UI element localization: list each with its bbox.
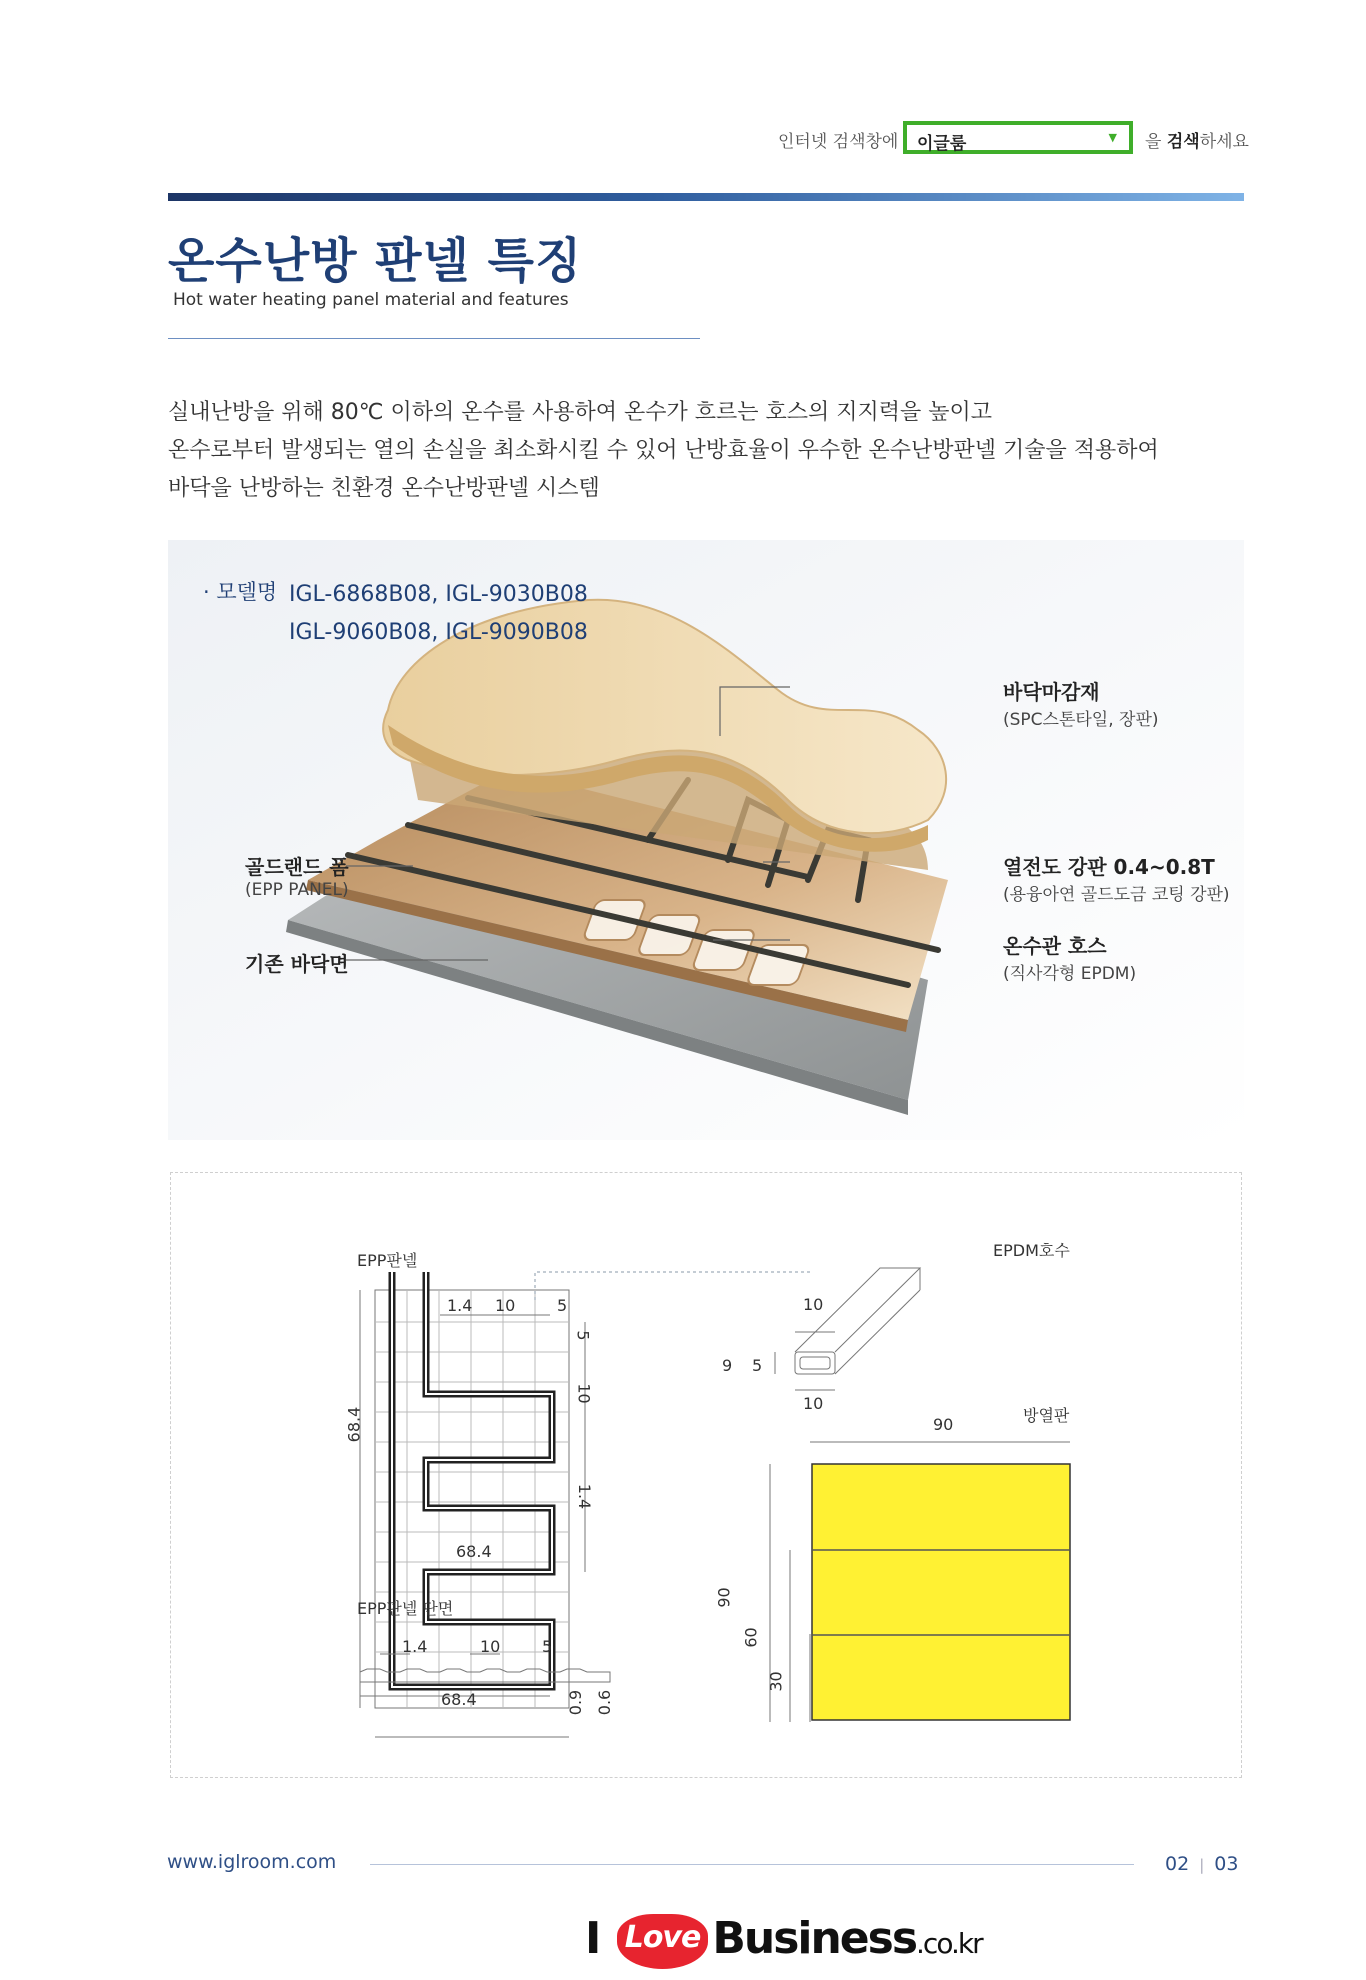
intro-line: 온수로부터 발생되는 열의 손실을 최소화시킬 수 있어 난방효율이 우수한 온수난방판넬 기술을 적용하여 [168, 438, 1159, 463]
heat-plate-label: 방열판 [1023, 1406, 1070, 1425]
dim-label: 68.4 [456, 1542, 492, 1561]
callout-floor-finish [1003, 676, 1159, 730]
dim-label: 10 [803, 1295, 824, 1314]
callout-title: 기존 바닥면 [245, 952, 349, 976]
callout-title: 골드랜드 폼 [245, 855, 349, 879]
heart-icon: Love [617, 1914, 709, 1969]
search-suffix-bold: 검색 [1166, 132, 1200, 152]
dim-label: 5 [752, 1356, 763, 1375]
search-input[interactable] [903, 121, 1133, 154]
brand-i: I [585, 1913, 600, 1964]
callout-hose [1003, 930, 1136, 984]
callout-sub: (직사각형 EPDM) [1003, 964, 1137, 984]
brand-business: Business [712, 1913, 917, 1964]
brand-logo [585, 1913, 982, 1969]
callout-steel-plate [1003, 851, 1230, 905]
dim-label: 68.4 [441, 1690, 477, 1709]
dim-label: 30 [766, 1671, 786, 1692]
intro-line: 바닥을 난방하는 친환경 온수난방판넬 시스템 [168, 476, 600, 501]
dim-label: 68.4 [344, 1406, 364, 1443]
dim-label: 5 [573, 1330, 593, 1341]
search-value: 이글룸 [917, 134, 967, 154]
footer-url[interactable]: www.iglroom.com [167, 1851, 337, 1873]
dim-label: 0.9 [566, 1689, 586, 1716]
dimension-drawings [170, 1172, 1242, 1778]
intro-line: 실내난방을 위해 80℃ 이하의 온수를 사용하여 온수가 흐르는 호스의 지지력을 높이고 [168, 400, 992, 425]
dim-label: 90 [933, 1415, 954, 1434]
page-number-right: 03 [1214, 1853, 1239, 1875]
title-underline [168, 338, 700, 339]
epp-panel-label: EPP판넬 [357, 1251, 418, 1270]
page-numbers: 02 | 03 [1165, 1853, 1239, 1875]
dim-label: 10 [803, 1394, 824, 1413]
page-subtitle: Hot water heating panel material and features [173, 290, 569, 310]
model-label: · 모델명 [203, 580, 278, 604]
heat-plate-drawing [812, 1464, 1070, 1720]
callout-gold-foam [245, 851, 349, 900]
callout-title: 열전도 강판 0.4~0.8T [1003, 855, 1215, 879]
footer-divider [370, 1864, 1134, 1865]
intro-paragraph [168, 394, 1159, 508]
epdm-hose-label: EPDM호수 [993, 1241, 1070, 1260]
page-title: 온수난방 판넬 특징 [168, 233, 583, 289]
dim-label: 10 [495, 1296, 516, 1315]
dim-label: 1.4 [447, 1296, 473, 1315]
dim-label: 1.4 [402, 1637, 428, 1656]
dim-label: 9 [722, 1356, 733, 1375]
callout-sub: (EPP PANEL) [245, 880, 349, 900]
callout-base-floor [245, 948, 349, 977]
dim-label: 0.6 [595, 1689, 615, 1716]
callout-title: 바닥마감재 [1003, 680, 1100, 704]
epp-section-label: EPP판넬 단면 [357, 1599, 454, 1618]
brand-tld: .co.kr [916, 1927, 982, 1960]
header-divider [168, 193, 1244, 201]
dim-label: 90 [714, 1587, 734, 1608]
dim-label: 5 [557, 1296, 568, 1315]
model-values [289, 576, 588, 652]
model-line: IGL-6868B08, IGL-9030B08 [289, 582, 588, 607]
page-number-left: 02 [1165, 1853, 1190, 1875]
dim-label: 60 [741, 1627, 761, 1648]
search-prompt: 인터넷 검색창에 [778, 132, 899, 152]
callout-title: 온수관 호스 [1003, 934, 1107, 958]
dim-label: 5 [542, 1637, 553, 1656]
callout-sub: (SPC스톤타일, 장판) [1003, 710, 1159, 730]
dim-label: 10 [574, 1383, 594, 1404]
dim-label: 1.4 [575, 1483, 595, 1510]
callout-sub: (용융아연 골드도금 코팅 강판) [1003, 885, 1230, 905]
chevron-down-icon[interactable]: ▼ [1108, 131, 1117, 144]
dim-label: 10 [480, 1637, 501, 1656]
model-line: IGL-9060B08, IGL-9090B08 [289, 620, 588, 645]
search-suffix: 을 검색하세요 [1145, 132, 1249, 152]
